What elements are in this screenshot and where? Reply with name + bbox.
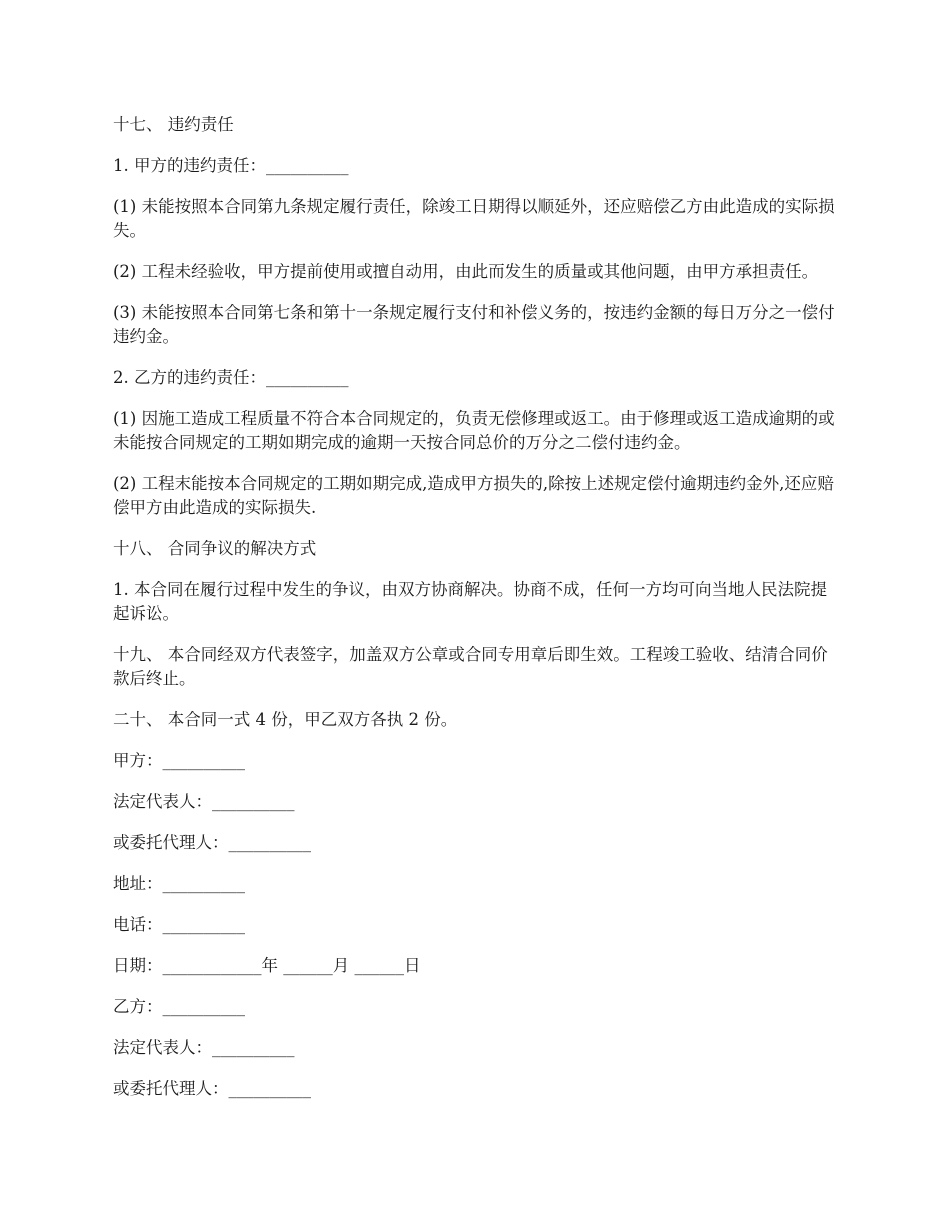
party-a-signature-line: 甲方：__________ — [113, 751, 245, 770]
party-b-signature-line: 乙方：__________ — [113, 997, 245, 1016]
party-b-agent-line: 或委托代理人：__________ — [113, 1079, 311, 1098]
party-b-liability-heading: 2. 乙方的违约责任：__________ — [113, 368, 349, 387]
party-b-legal-rep-line: 法定代表人：__________ — [113, 1038, 295, 1057]
party-b-clause-2: (2) 工程末能按本合同规定的工期如期完成,造成甲方损失的,除按上述规定偿付逾期违约金外,还应赔偿甲方由此造成的实际损失. — [113, 474, 834, 517]
section-heading-dispute-resolution: 十八、 合同争议的解决方式 — [113, 539, 317, 558]
party-a-clause-1: (1) 未能按照本合同第九条规定履行责任，除竣工日期得以顺延外，还应赔偿乙方由此造成的实际损失。 — [113, 197, 835, 240]
party-a-liability-heading: 1. 甲方的违约责任：__________ — [113, 156, 349, 175]
party-b-clause-1: (1) 因施工造成工程质量不符合本合同规定的，负责无偿修理或返工。由于修理或返工造成逾期的或未能按合同规定的工期如期完成的逾期一天按合同总价的万分之二偿付违约金。 — [113, 409, 835, 452]
party-a-agent-line: 或委托代理人：__________ — [113, 833, 311, 852]
section-heading-breach-liability: 十七、 违约责任 — [113, 115, 234, 134]
section-19-effectiveness: 十九、 本合同经双方代表签字，加盖双方公章或合同专用章后即生效。工程竣工验收、结清合同价款后终止。 — [113, 645, 828, 688]
address-line: 地址：__________ — [113, 874, 245, 893]
phone-line: 电话：__________ — [113, 915, 245, 934]
date-line: 日期：____________年 ______月 ______日 — [113, 956, 421, 975]
dispute-clause-1: 1. 本合同在履行过程中发生的争议，由双方协商解决。协商不成，任何一方均可向当地人民法院提起诉讼。 — [113, 580, 827, 623]
party-a-clause-2: (2) 工程未经验收，甲方提前使用或擅自动用，由此而发生的质量或其他问题，由甲方承担责任。 — [113, 262, 819, 281]
document-body — [113, 113, 843, 1118]
party-a-legal-rep-line: 法定代表人：__________ — [113, 792, 295, 811]
section-20-copies: 二十、 本合同一式 4 份，甲乙双方各执 2 份。 — [113, 710, 458, 729]
party-a-clause-3: (3) 未能按照本合同第七条和第十一条规定履行支付和补偿义务的，按违约金额的每日万分之一偿付违约金。 — [113, 303, 835, 346]
